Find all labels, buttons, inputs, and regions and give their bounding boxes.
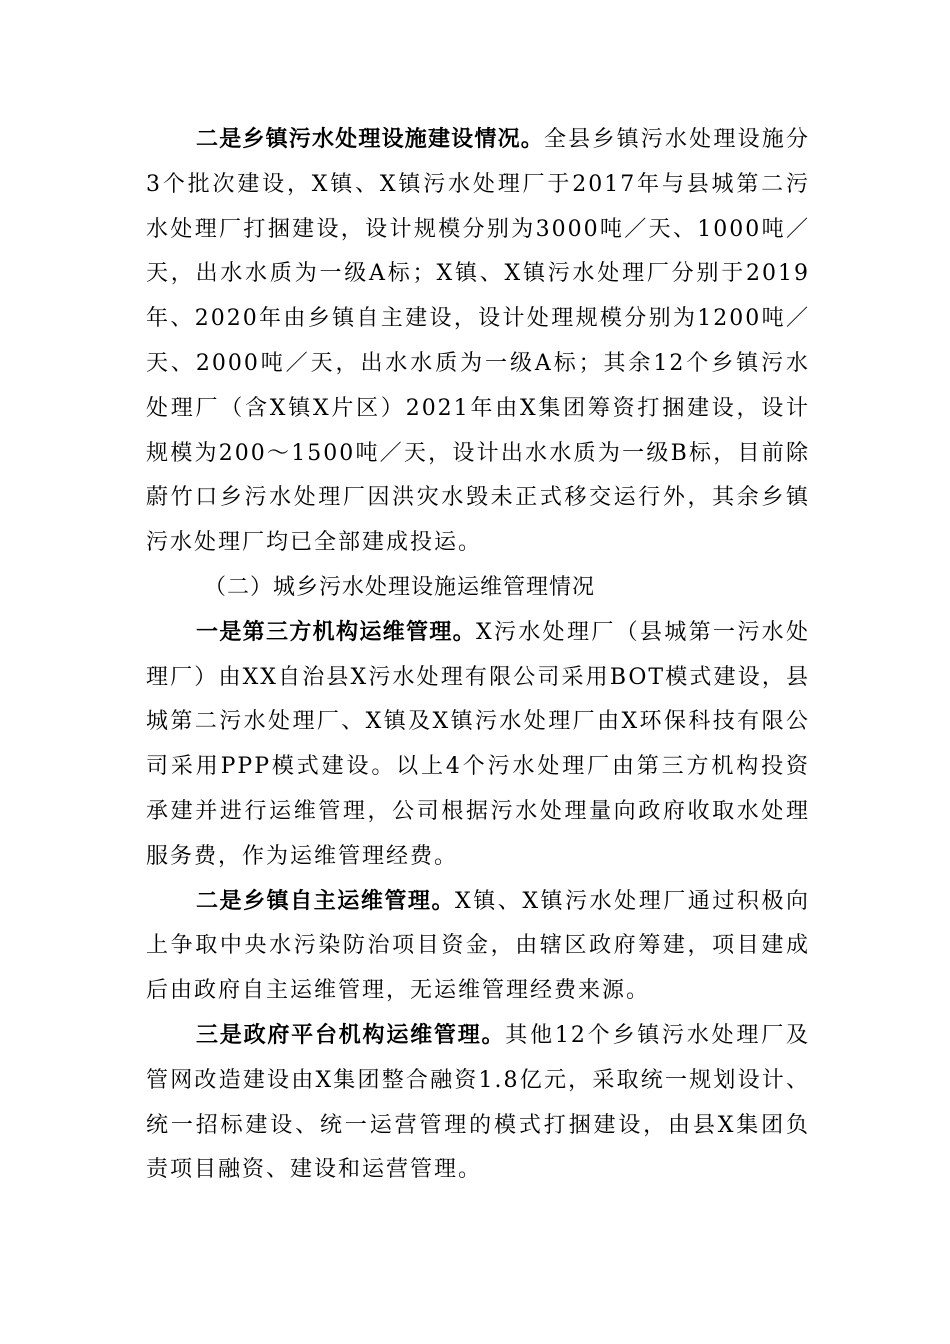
paragraph-township-self-operation: [146, 880, 810, 1014]
paragraph-lead-heading: 二是乡镇自主运维管理。: [196, 888, 456, 914]
paragraph-township-construction: [146, 118, 810, 566]
paragraph-body: 全县乡镇污水处理设施分3个批次建设，X镇、X镇污水处理厂于2017年与县城第二污水处理厂打捆建设，设计规模分别为3000吨／天、1000吨／天，出水水质为一级A标；X镇、X镇污水处理厂分别于2019年、2020年由乡镇自主建设，设计处理规模分别为1200吨／天、2000吨／天，出水水质为一级A标；其余12个乡镇污水处理厂（含X镇X片区）2021年由X集团筹资打捆建设，设计规模为200～1500吨／天，设计出水水质为一级B标，目前除蔚竹口乡污水处理厂因洪灾水毁未正式移交运行外，其余乡镇污水处理厂均已全部建成投运。: [146, 127, 810, 556]
paragraph-body: X污水处理厂（县城第一污水处理厂）由XX自治县X污水处理有限公司采用BOT模式建设，县城第二污水处理厂、X镇及X镇污水处理厂由X环保科技有限公司采用PPP模式建设。以上4个污水处理厂由第三方机构投资承建并进行运维管理，公司根据污水处理量向政府收取水处理服务费，作为运维管理经费。: [146, 619, 810, 869]
paragraph-body: X镇、X镇污水处理厂通过积极向上争取中央水污染防治项目资金，由辖区政府筹建，项目建成后由政府自主运维管理，无运维管理经费来源。: [146, 888, 810, 1004]
paragraph-lead-heading: 三是政府平台机构运维管理。: [196, 1022, 506, 1048]
paragraph-government-platform-operation: [146, 1014, 810, 1193]
document-page: [146, 118, 810, 1193]
paragraph-lead-heading: 一是第三方机构运维管理。: [196, 619, 476, 645]
section-title: （二）城乡污水处理设施运维管理情况: [204, 574, 596, 600]
paragraph-lead-heading: 二是乡镇污水处理设施建设情况。: [196, 127, 544, 152]
paragraph-body: 其他12个乡镇污水处理厂及管网改造建设由X集团整合融资1.8亿元，采取统一规划设计、统一招标建设、统一运营管理的模式打捆建设，由县X集团负责项目融资、建设和运营管理。: [146, 1022, 810, 1183]
paragraph-third-party-operation: [146, 611, 810, 880]
